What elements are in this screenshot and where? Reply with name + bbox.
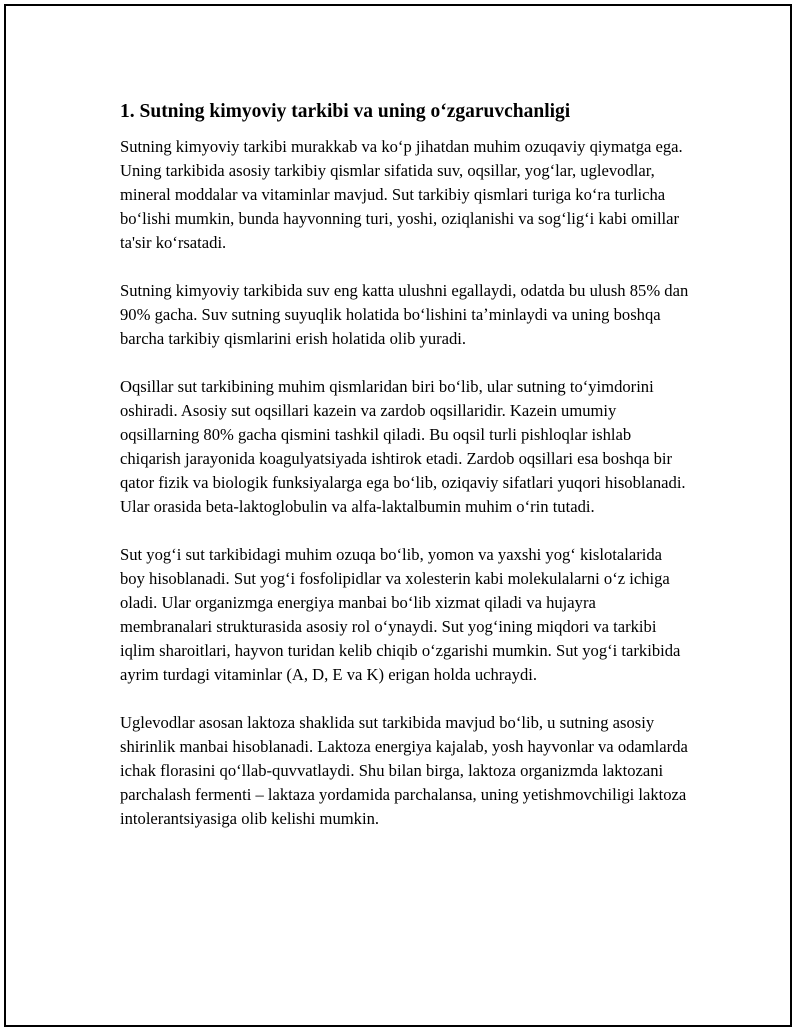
paragraph-water: Sutning kimyoviy tarkibida suv eng katta ulushni egallaydi, odatda bu ulush 85% dan 90% gacha. Suv sutning suyuqlik holatida boʻlishini taʼminlaydi va uning boshqa barcha tarkibiy qismlarini erish holatida olib yuradi.	[120, 281, 689, 348]
paragraph-intro: Sutning kimyoviy tarkibi murakkab va koʻp jihatdan muhim ozuqaviy qiymatga ega. Uning tarkibida asosiy tarkibiy qismlar sifatida suv, oqsillar, yogʻlar, uglevodlar, mineral moddalar va vitaminlar mavjud. Sut tarkibiy qismlari turiga koʻra turlicha boʻlishi mumkin, bunda hayvonning turi, yoshi, oziqlanishi va sogʻligʻi kabi omillar ta'sir koʻrsatadi.	[120, 137, 683, 252]
paragraph-milk-fat: Sut yogʻi sut tarkibidagi muhim ozuqa boʻlib, yomon va yaxshi yogʻ kislotalarida boy hisoblanadi. Sut yogʻi fosfolipidlar va xolesterin kabi molekulalarni oʻz ichiga oladi. Ular organizmga energiya manbai boʻlib xizmat qiladi va hujayra membranalari strukturasida asosiy rol oʻynaydi. Sut yogʻining miqdori va tarkibi iqlim sharoitlari, hayvon turidan kelib chiqib oʻzgarishi mumkin. Sut yogʻi tarkibida ayrim turdagi vitaminlar (A, D, E va K) erigan holda uchraydi.	[120, 545, 681, 684]
paragraph-proteins: Oqsillar sut tarkibining muhim qismlaridan biri boʻlib, ular sutning toʻyimdorini oshiradi. Asosiy sut oqsillari kazein va zardob oqsillaridir. Kazein umumiy oqsillarning 80% gacha qismini tashkil qiladi. Bu oqsil turli pishloqlar ishlab chiqarish jarayonida koagulyatsiyada ishtirok etadi. Zardob oqsillari esa boshqa bir qator fizik va biologik funksiyalarga ega boʻlib, oziqaviy sifatlari yuqori hisoblanadi. Ular orasida beta-laktoglobulin va alfa-laktalbumin muhim oʻrin tutadi.	[120, 377, 686, 516]
paragraph-carbohydrates: Uglevodlar asosan laktoza shaklida sut tarkibida mavjud boʻlib, u sutning asosiy shirinlik manbai hisoblanadi. Laktoza energiya kajalab, yosh hayvonlar va odamlarda ichak florasini qoʻllab-quvvatlaydi. Shu bilan birga, laktoza organizmda laktozani parchalash fermenti – laktaza yordamida parchalansa, uning yetishmovchiligi laktoza intolerantsiyasiga olib kelishi mumkin.	[120, 713, 688, 828]
section-heading: 1. Sutning kimyoviy tarkibi va uning oʻzgaruvchanligi	[120, 101, 571, 122]
document-body	[120, 99, 690, 855]
page-frame	[4, 4, 792, 1027]
